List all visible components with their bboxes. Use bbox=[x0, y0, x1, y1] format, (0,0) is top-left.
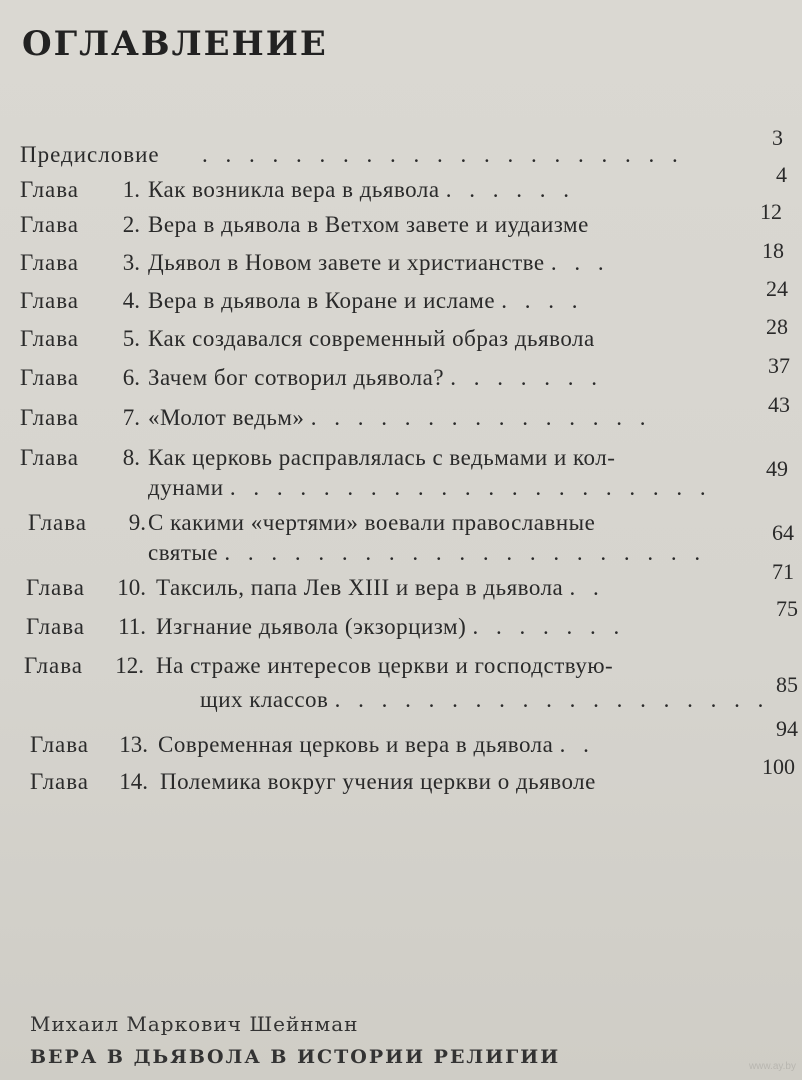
chapter-number: 9. bbox=[128, 510, 146, 535]
chapter-title-continued: дунами . . . . . . . . . . . . . . . . . . . . . bbox=[148, 475, 712, 500]
page-number: 75 bbox=[776, 596, 798, 621]
leader-dots: . . . . . . . . . . . . . . . . . . . . . bbox=[202, 142, 684, 167]
chapter-label: Глава bbox=[24, 653, 84, 678]
chapter-label: Глава bbox=[20, 177, 80, 202]
chapter-title: Как создавался современный образ дьявола bbox=[148, 326, 595, 351]
leader-dots: . . . . . . . . . . . . . . . bbox=[310, 405, 652, 430]
chapter-title: Как возникла вера в дьявола . . . . . . bbox=[148, 177, 576, 202]
chapter-label: Глава bbox=[20, 445, 80, 470]
leader-dots: . . . bbox=[550, 250, 610, 275]
page-number: 94 bbox=[776, 716, 798, 741]
chapter-title: Полемика вокруг учения церкви о дьяволе bbox=[160, 769, 596, 794]
chapter-number: 10. bbox=[117, 575, 146, 600]
chapter-label: Глава bbox=[28, 510, 88, 535]
chapter-title: Современная церковь и вера в дьявола . . bbox=[158, 732, 595, 757]
preface-label: Предисловие bbox=[20, 142, 160, 167]
chapter-number: 12. bbox=[115, 653, 144, 678]
chapter-label: Глава bbox=[20, 288, 80, 313]
watermark: www.ay.by bbox=[748, 1061, 796, 1072]
leader-dots: . . . . . . . bbox=[450, 365, 604, 390]
page-number: 100 bbox=[762, 754, 795, 779]
page-number: 18 bbox=[762, 238, 784, 263]
leader-dots: . . . . . . . . . . . . . . . . . . . . . bbox=[224, 540, 707, 565]
chapter-number: 11. bbox=[118, 614, 146, 639]
chapter-label: Глава bbox=[30, 769, 90, 794]
leader-dots: . . . . . . bbox=[445, 177, 576, 202]
chapter-label: Глава bbox=[26, 575, 86, 600]
chapter-number: 3. bbox=[122, 250, 140, 275]
page-number: 64 bbox=[772, 520, 794, 545]
page-number: 4 bbox=[776, 162, 787, 187]
chapter-number: 1. bbox=[122, 177, 140, 202]
chapter-title: Вера в дьявола в Коране и исламе . . . . bbox=[148, 288, 584, 313]
chapter-label: Глава bbox=[20, 326, 80, 351]
chapter-label: Глава bbox=[20, 212, 80, 237]
leader-dots: . . bbox=[559, 732, 595, 757]
page-number: 37 bbox=[768, 353, 790, 378]
chapter-label: Глава bbox=[20, 250, 80, 275]
chapter-title: Вера в дьявола в Ветхом завете и иудаизме bbox=[148, 212, 589, 237]
chapter-number: 13. bbox=[119, 732, 148, 757]
chapter-label: Глава bbox=[30, 732, 90, 757]
leader-dots: . . . . bbox=[501, 288, 584, 313]
chapter-label: Глава bbox=[20, 365, 80, 390]
leader-dots: . . . . . . . . . . . . . . . . . . . bbox=[334, 687, 770, 712]
chapter-label: Глава bbox=[20, 405, 80, 430]
leader-dots: . . bbox=[569, 575, 605, 600]
page-number: 3 bbox=[772, 125, 783, 150]
chapter-title: Зачем бог сотворил дьявола? . . . . . . . bbox=[148, 365, 604, 390]
leader-dots: . . . . . . . bbox=[472, 614, 626, 639]
book-title: ВЕРА В ДЬЯВОЛА В ИСТОРИИ РЕЛИГИИ bbox=[30, 1046, 561, 1068]
chapter-number: 8. bbox=[122, 445, 140, 470]
chapter-number: 5. bbox=[122, 326, 140, 351]
chapter-title: Таксиль, папа Лев XIII и вера в дьявола . . bbox=[156, 575, 605, 600]
page-number: 49 bbox=[766, 456, 788, 481]
chapter-number: 2. bbox=[122, 212, 140, 237]
author-name: Михаил Маркович Шейнман bbox=[30, 1012, 359, 1036]
page-number: 12 bbox=[760, 199, 782, 224]
chapter-number: 14. bbox=[119, 769, 148, 794]
page-number: 24 bbox=[766, 276, 788, 301]
chapter-title: «Молот ведьм» . . . . . . . . . . . . . . . bbox=[148, 405, 652, 430]
page-title: ОГЛАВЛЕНИЕ bbox=[22, 24, 328, 64]
chapter-label: Глава bbox=[26, 614, 86, 639]
chapter-title: Дьявол в Новом завете и христианстве . . . bbox=[148, 250, 610, 275]
chapter-title-continued: щих классов . . . . . . . . . . . . . . . . . . . bbox=[200, 687, 770, 712]
chapter-number: 7. bbox=[122, 405, 140, 430]
chapter-title-continued: святые . . . . . . . . . . . . . . . . . . . . . bbox=[148, 540, 707, 565]
chapter-title: Изгнание дьявола (экзорцизм) . . . . . . . bbox=[156, 614, 626, 639]
chapter-title: С какими «чертями» воевали православные bbox=[148, 510, 596, 535]
page-number: 85 bbox=[776, 672, 798, 697]
leader-dots: . . . . . . . . . . . . . . . . . . . . . bbox=[229, 475, 712, 500]
chapter-title: Как церковь расправлялась с ведьмами и кол- bbox=[148, 445, 616, 470]
page-number: 28 bbox=[766, 314, 788, 339]
chapter-number: 4. bbox=[122, 288, 140, 313]
chapter-number: 6. bbox=[122, 365, 140, 390]
page-number: 43 bbox=[768, 392, 790, 417]
chapter-title: На страже интересов церкви и господствую- bbox=[156, 653, 614, 678]
page-number: 71 bbox=[772, 559, 794, 584]
